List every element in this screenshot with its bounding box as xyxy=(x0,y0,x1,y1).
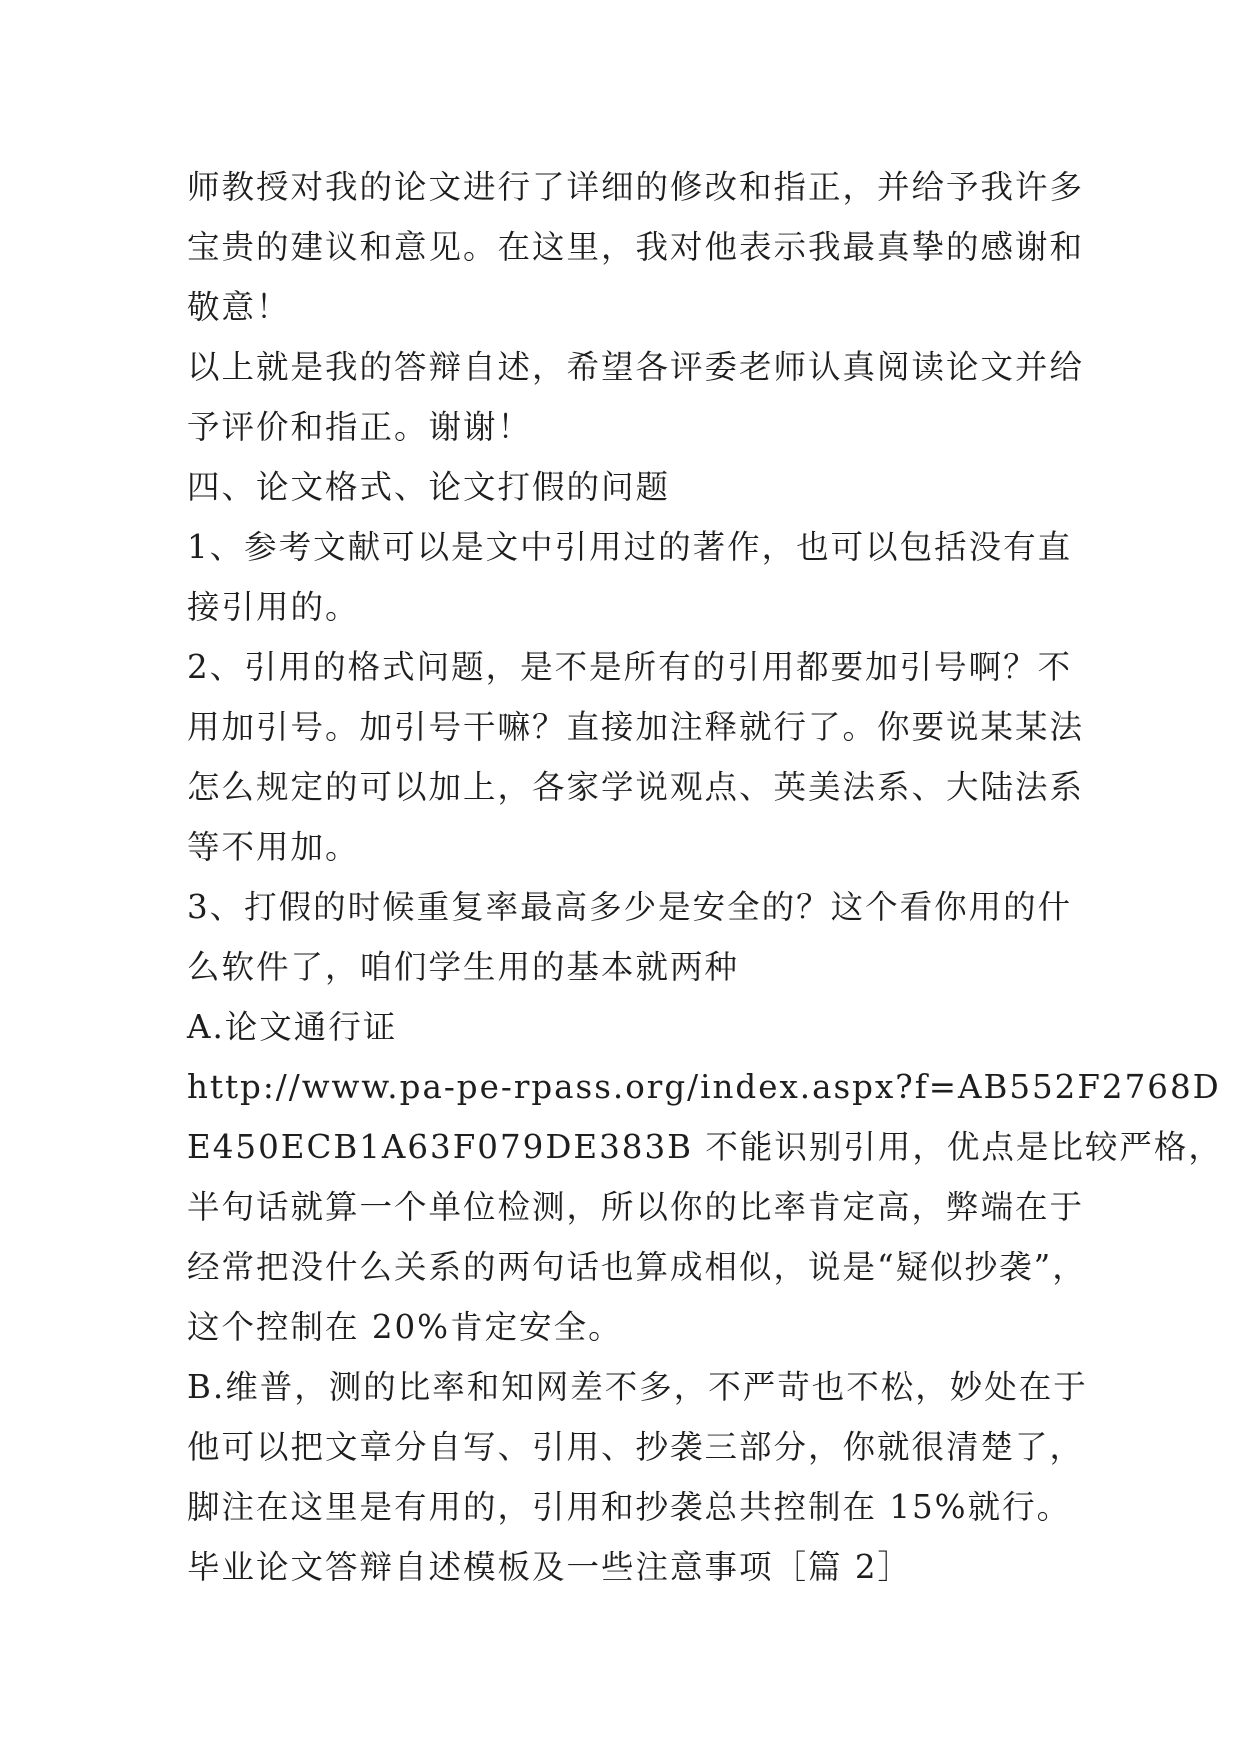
text-line: 经常把没什么关系的两句话也算成相似，说是“疑似抄袭”， xyxy=(187,1248,1087,1286)
text-line: 这个控制在 20%肯定安全。 xyxy=(187,1308,623,1346)
text-line: 半句话就算一个单位检测，所以你的比率肯定高，弊端在于 xyxy=(187,1188,1085,1226)
section-heading: 四、论文格式、论文打假的问题 xyxy=(187,468,671,506)
text-line: 师教授对我的论文进行了详细的修改和指正，并给予我许多 xyxy=(187,168,1085,206)
text-line: 等不用加。 xyxy=(187,828,360,866)
text-line: 敬意！ xyxy=(187,288,291,326)
text-line: 接引用的。 xyxy=(187,588,360,626)
text-line: E450ECB1A63F079DE383B 不能识别引用，优点是比较严格， xyxy=(187,1128,1223,1166)
text-line: 用加引号。加引号干嘛？直接加注释就行了。你要说某某法 xyxy=(187,708,1085,746)
section-title: 毕业论文答辩自述模板及一些注意事项［篇 2］ xyxy=(187,1548,913,1586)
text-line: 宝贵的建议和意见。在这里，我对他表示我最真挚的感谢和 xyxy=(187,228,1085,266)
text-line: A.论文通行证 xyxy=(187,1008,398,1046)
text-line: 3、打假的时候重复率最高多少是安全的？这个看你用的什 xyxy=(187,888,1073,926)
text-line: 脚注在这里是有用的，引用和抄袭总共控制在 15%就行。 xyxy=(187,1488,1072,1526)
text-line: 2、引用的格式问题，是不是所有的引用都要加引号啊？不 xyxy=(187,648,1073,686)
text-line: 予评价和指正。谢谢！ xyxy=(187,408,533,446)
text-line: 怎么规定的可以加上，各家学说观点、英美法系、大陆法系 xyxy=(187,768,1085,806)
url-line: http://www.pa-pe-rpass.org/index.aspx?f=AB552F2768D xyxy=(187,1068,1221,1106)
text-line: 以上就是我的答辩自述，希望各评委老师认真阅读论文并给 xyxy=(187,348,1085,386)
text-line: B.维普，测的比率和知网差不多，不严苛也不松，妙处在于 xyxy=(187,1368,1088,1406)
text-line: 么软件了，咱们学生用的基本就两种 xyxy=(187,948,740,986)
document-body xyxy=(187,157,1223,1597)
text-line: 他可以把文章分自写、引用、抄袭三部分，你就很清楚了， xyxy=(187,1428,1085,1466)
text-line: 1、参考文献可以是文中引用过的著作，也可以包括没有直 xyxy=(187,528,1073,566)
